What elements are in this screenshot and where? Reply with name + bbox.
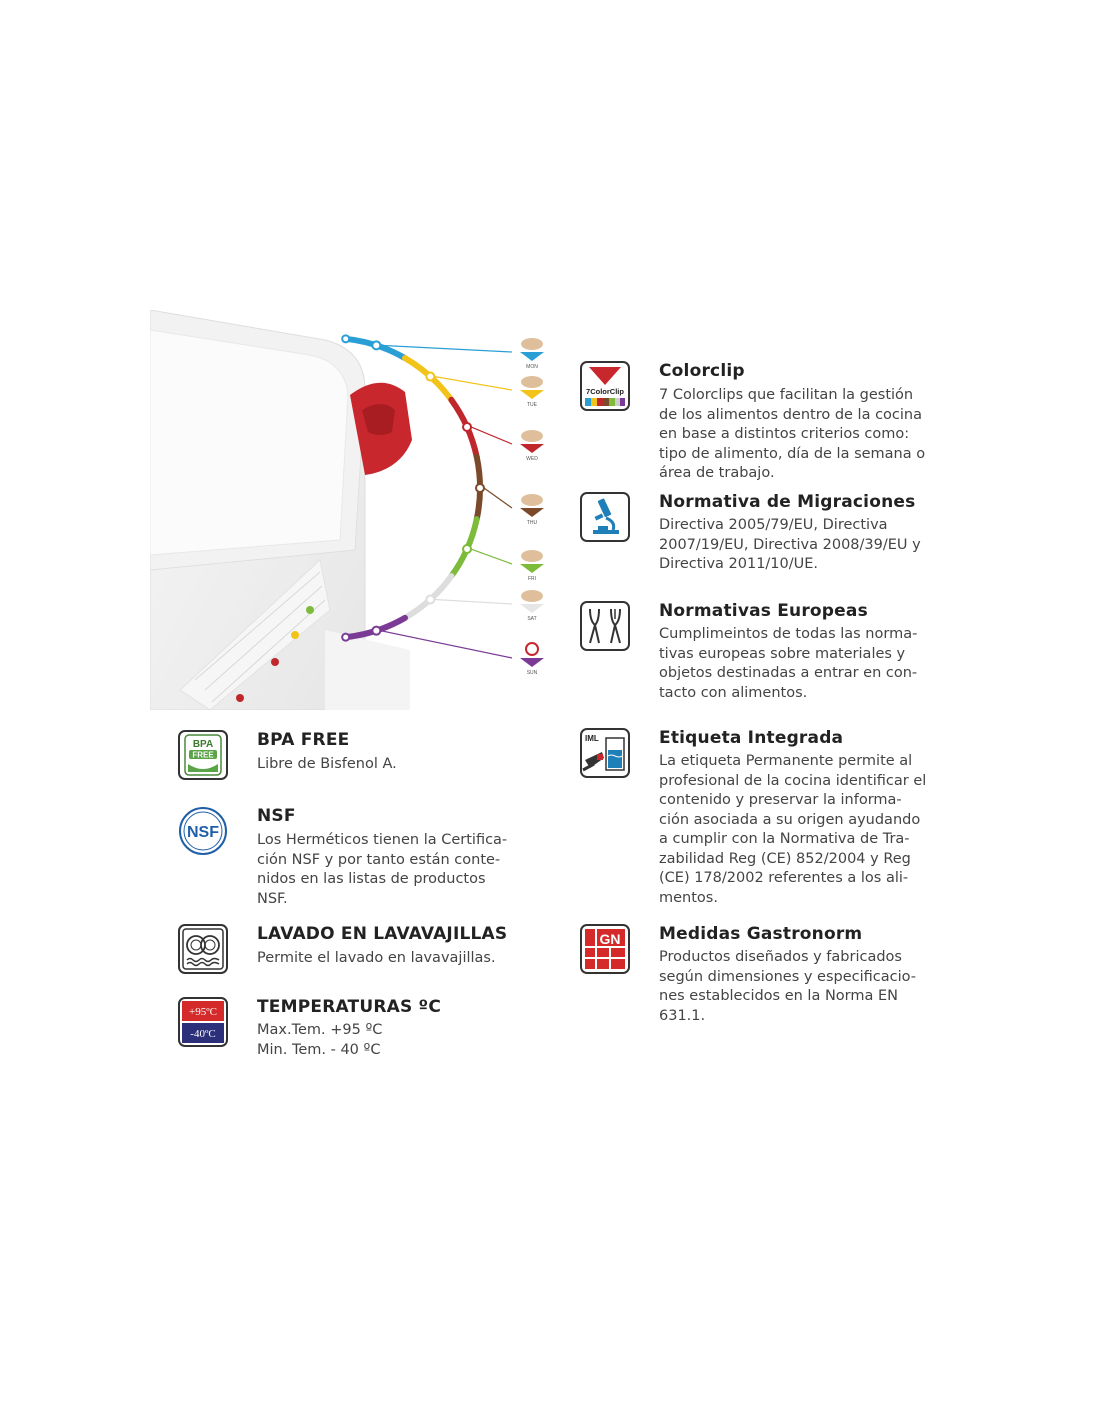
feature-european-regulations: [580, 601, 940, 711]
connector-line-wed: [471, 427, 512, 444]
label-dot-yellow: [291, 631, 299, 639]
connector-line-fri: [471, 549, 512, 564]
feature-bpa-free: [178, 730, 538, 790]
arc-start-cap: [342, 335, 349, 342]
feature-title: BPA FREE: [257, 730, 350, 750]
feature-temperatures: [178, 997, 538, 1067]
feature-title: NSF: [257, 806, 296, 826]
arc-node-thu: [476, 484, 484, 492]
dishwasher-icon: [178, 924, 228, 974]
connector-line-sat: [434, 599, 512, 604]
feature-description: Max.Tem. +95 ºC Min. Tem. - 40 ºC: [257, 1022, 383, 1058]
temperature-icon: [178, 997, 228, 1047]
arc-node-mon: [372, 341, 380, 349]
clip-day-label: SUN: [526, 670, 538, 676]
gastronorm-icon: [580, 924, 630, 974]
clip-day-label: WED: [526, 456, 538, 462]
product-hero-image: [150, 310, 560, 710]
microscope-icon: [580, 492, 630, 542]
nsf-icon: [178, 806, 228, 856]
feature-title: Medidas Gastronorm: [659, 924, 863, 944]
feature-migration-regulation: [580, 492, 940, 582]
connector-line-mon: [380, 345, 512, 352]
svg-text:BPA: BPA: [192, 739, 214, 750]
colorclip-icon: [580, 361, 630, 411]
bpa-free-icon: [178, 730, 228, 780]
svg-text:+95ºC: +95ºC: [189, 1006, 217, 1018]
arc-node-tue: [426, 373, 434, 381]
svg-text:-40ºC: -40ºC: [190, 1028, 216, 1040]
label-dot-red: [271, 658, 279, 666]
feature-title: Etiqueta Integrada: [659, 728, 844, 748]
label-dot-green: [306, 606, 314, 614]
iml-label-icon: [580, 728, 630, 778]
feature-title: Colorclip: [659, 361, 745, 381]
clip-day-label: THU: [526, 520, 538, 526]
feature-title: Normativa de Migraciones: [659, 492, 916, 512]
feature-title: Normativas Europeas: [659, 601, 868, 621]
feature-colorclip: [580, 361, 940, 486]
container-colorclip-illustration: [150, 310, 560, 710]
feature-integrated-label: [580, 728, 940, 913]
arc-node-wed: [463, 423, 471, 431]
feature-description: Libre de Bisfenol A.: [257, 756, 397, 772]
clip-fri: [520, 550, 544, 582]
feature-description: 7 Colorclips que facilitan la gestión de los alimentos dentro de la cocina en base a distintos criterios como: tipo de alimento, día de la semana o área de trabajo.: [659, 387, 926, 481]
svg-text:NSF: NSF: [187, 824, 219, 841]
arc-end-cap: [342, 634, 349, 641]
clip-wed: [520, 430, 544, 462]
clip-sun: [520, 643, 544, 676]
clip-mon: [520, 338, 544, 370]
feature-description: Los Herméticos tienen la Certifica- ción NSF y por tanto están conte- nidos en las listas de productos NSF.: [257, 832, 508, 907]
feature-gastronorm: [580, 924, 940, 1034]
connector-line-thu: [484, 488, 512, 508]
svg-text:7ColorClip: 7ColorClip: [586, 387, 624, 396]
clip-tue: [520, 376, 544, 408]
clip-day-label: FRI: [527, 576, 537, 582]
arc-node-sat: [426, 595, 434, 603]
arc-node-fri: [463, 545, 471, 553]
cutlery-icon: [580, 601, 630, 651]
feature-description: Productos diseñados y fabricados según dimensiones y especificacio- nes establecidos en la Norma EN 631.1.: [659, 949, 917, 1024]
clip-day-label: TUE: [527, 402, 537, 408]
feature-description: La etiqueta Permanente permite al profesional de la cocina identificar el contenido y preservar la informa- ción asociada a su origen ayudando a cumplir con la Normativa de Tra- zabilidad Reg (CE) 852/2004 y Reg (CE) 178/2002 referentes a los ali- mentos.: [659, 753, 927, 906]
svg-text:IML: IML: [585, 734, 599, 743]
feature-title: TEMPERATURAS ºC: [257, 997, 441, 1017]
svg-text:GN: GN: [599, 931, 621, 947]
feature-description: Permite el lavado en lavavajillas.: [257, 950, 496, 966]
label-dot-red-2: [236, 694, 244, 702]
connector-line-tue: [434, 377, 512, 390]
svg-text:FREE: FREE: [192, 750, 214, 760]
feature-nsf: [178, 806, 538, 916]
clip-day-label: MON: [526, 364, 538, 370]
clip-thu: [520, 494, 544, 526]
clip-day-label: SAT: [527, 616, 537, 622]
feature-description: Cumplimeintos de todas las norma- tivas europeas sobre materiales y objetos destinadas a entrar en con- tacto con alimentos.: [659, 626, 918, 701]
clip-sat: [520, 590, 544, 622]
feature-dishwasher: [178, 924, 538, 984]
arc-node-sun: [372, 627, 380, 635]
feature-title: LAVADO EN LAVAVAJILLAS: [257, 924, 508, 944]
feature-description: Directiva 2005/79/EU, Directiva 2007/19/EU, Directiva 2008/39/EU y Directiva 2011/10/UE.: [659, 517, 921, 572]
colorclip-arc: [346, 339, 480, 637]
